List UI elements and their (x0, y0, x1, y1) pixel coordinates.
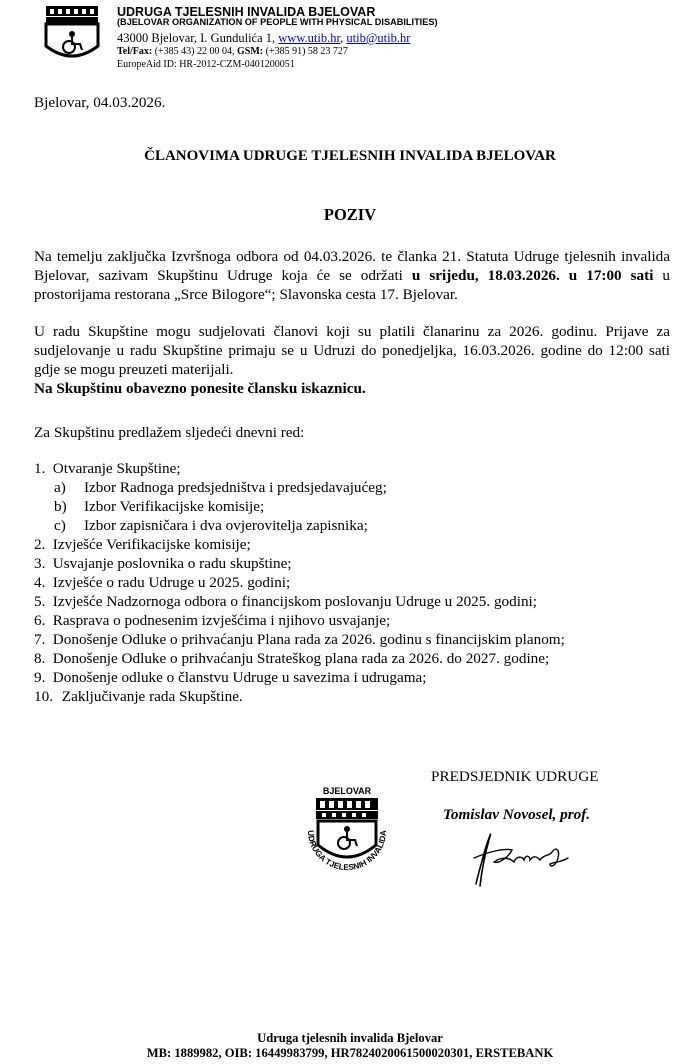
stamp-top-text: BJELOVAR (322, 786, 372, 796)
agenda-item (34, 592, 674, 611)
agenda-item-number: 7. (34, 631, 46, 648)
paragraph1-text-b: u prostorijama restorana „Srce Bilogore“; Slavonska cesta 17. Bjelovar. (34, 267, 670, 303)
handwritten-signature (468, 828, 578, 892)
agenda-item-text: Izbor Verifikacijske komisije; (84, 498, 265, 515)
footer-registration-info: MB: 1889982, OIB: 16449983799, HR7824020061500020301, ERSTEBANK (146, 1046, 554, 1060)
tel-label: Tel/Fax: (117, 46, 153, 57)
agenda-item-number: c) (54, 517, 66, 534)
agenda-item-number: 9. (34, 669, 46, 686)
agenda-item-text: Izvješće Verifikacijske komisije; (52, 536, 251, 553)
agenda-item-text: Zaključivanje rada Skupštine. (61, 688, 243, 705)
gsm-label: GSM: (237, 46, 264, 57)
address-separator: , (340, 31, 347, 45)
organization-stamp (302, 785, 392, 883)
stamp-ring-text: UDRUGA TJELESNIH INVALIDA (305, 829, 389, 873)
agenda-item-number: 8. (34, 650, 46, 667)
agenda-item (34, 687, 674, 706)
agenda-subitem (34, 497, 674, 516)
contact-line (117, 46, 348, 57)
agenda-item-number: 2. (34, 536, 46, 553)
organization-name: UDRUGA TJELESNIH INVALIDA BJELOVAR (117, 5, 376, 19)
agenda-item (34, 554, 674, 573)
organization-name-english: (BJELOVAR ORGANIZATION OF PEOPLE WITH PHYSICAL DISABILITIES) (117, 17, 438, 27)
tel-value: (+385 43) 22 00 04, (152, 46, 237, 57)
date-line: Bjelovar, 04.03.2026. (34, 94, 166, 111)
agenda-item-text: Izvješće o radu Udruge u 2025. godini; (52, 574, 291, 591)
document-title: POZIV (323, 205, 377, 224)
agenda-item-text: Donošenje Odluke o prihvaćanju Plana rada za 2026. godinu s financijskim planom; (52, 631, 565, 648)
participation-paragraph: U radu Skupštine mogu sudjelovati članovi koji su platili članarinu za 2026. godinu. Prijave za sudjelovanje u radu Skupštine primaju se u Udruzi do ponedjeljka, 16.03.2026. godine do 12:00 sati gdje se mogu preuzeti materijali. (34, 323, 670, 378)
agenda-item-text: Rasprava o podnesenim izvješćima i njihovo usvajanje; (52, 612, 391, 629)
agenda-item (34, 668, 674, 687)
agenda-item (34, 459, 674, 478)
agenda-item-number: b) (54, 498, 67, 515)
agenda-item-text: Otvaranje Skupštine; (52, 460, 181, 477)
agenda-list (34, 459, 674, 706)
recipient-heading: ČLANOVIMA UDRUGE TJELESNIH INVALIDA BJELOVAR (144, 148, 556, 164)
agenda-item-number: 1. (34, 460, 46, 477)
invitation-paragraph (34, 247, 670, 304)
agenda-item (34, 649, 674, 668)
agenda-item-text: Izvješće Nadzornoga odbora o financijskom poslovanju Udruge u 2025. godini; (52, 593, 537, 610)
organization-address (117, 31, 410, 46)
signatory-role: PREDSJEDNIK UDRUGE (431, 768, 599, 785)
address-text: 43000 Bjelovar, I. Gundulića 1, (117, 31, 279, 45)
paragraph1-text-a: Na temelju zaključka Izvršnoga odbora od 04.03.2026. te članka 21. Statuta Udruge tjelesnih invalida Bjelovar, sazivam Skupštinu Udruge koja će se održati (34, 248, 670, 284)
agenda-subitem (34, 478, 674, 497)
organization-logo (36, 4, 108, 66)
footer-org-name: Udruga tjelesnih invalida Bjelovar (257, 1031, 443, 1045)
agenda-item (34, 535, 674, 554)
gsm-value: (+385 91) 58 23 727 (263, 46, 348, 57)
agenda-item-text: Usvajanje poslovnika o radu skupštine; (52, 555, 292, 572)
email-link[interactable]: utib@utib.hr (346, 31, 411, 45)
agenda-item-text: Izbor zapisničara i dva ovjerovitelja zapisnika; (84, 517, 368, 534)
meeting-datetime: u srijedu, 18.03.2026. u 17:00 sati (411, 267, 654, 284)
agenda-item (34, 573, 674, 592)
agenda-item-number: 3. (34, 555, 46, 572)
europeaid-id: EuropeAid ID: HR-2012-CZM-0401200051 (117, 59, 295, 70)
agenda-item-number: 10. (34, 688, 53, 705)
agenda-item (34, 611, 674, 630)
signatory-name: Tomislav Novosel, prof. (443, 806, 591, 823)
agenda-item-number: 5. (34, 593, 46, 610)
agenda-item-text: Donošenje Odluke o prihvaćanju Strateškog plana rada za 2026. do 2027. godine; (52, 650, 550, 667)
agenda-item-text: Donošenje odluke o članstvu Udruge u savezima i udrugama; (52, 669, 427, 686)
agenda-subitem (34, 516, 674, 535)
website-link[interactable]: www.utib.hr (278, 31, 341, 45)
agenda-intro: Za Skupštinu predlažem sljedeći dnevni red: (34, 424, 305, 441)
agenda-item-number: 4. (34, 574, 46, 591)
agenda-item-number: a) (54, 479, 66, 496)
membership-card-notice: Na Skupštinu obavezno ponesite člansku iskaznicu. (34, 380, 366, 397)
agenda-item (34, 630, 674, 649)
agenda-item-text: Izbor Radnoga predsjedništva i predsjedavajućeg; (84, 479, 387, 496)
agenda-item-number: 6. (34, 612, 46, 629)
